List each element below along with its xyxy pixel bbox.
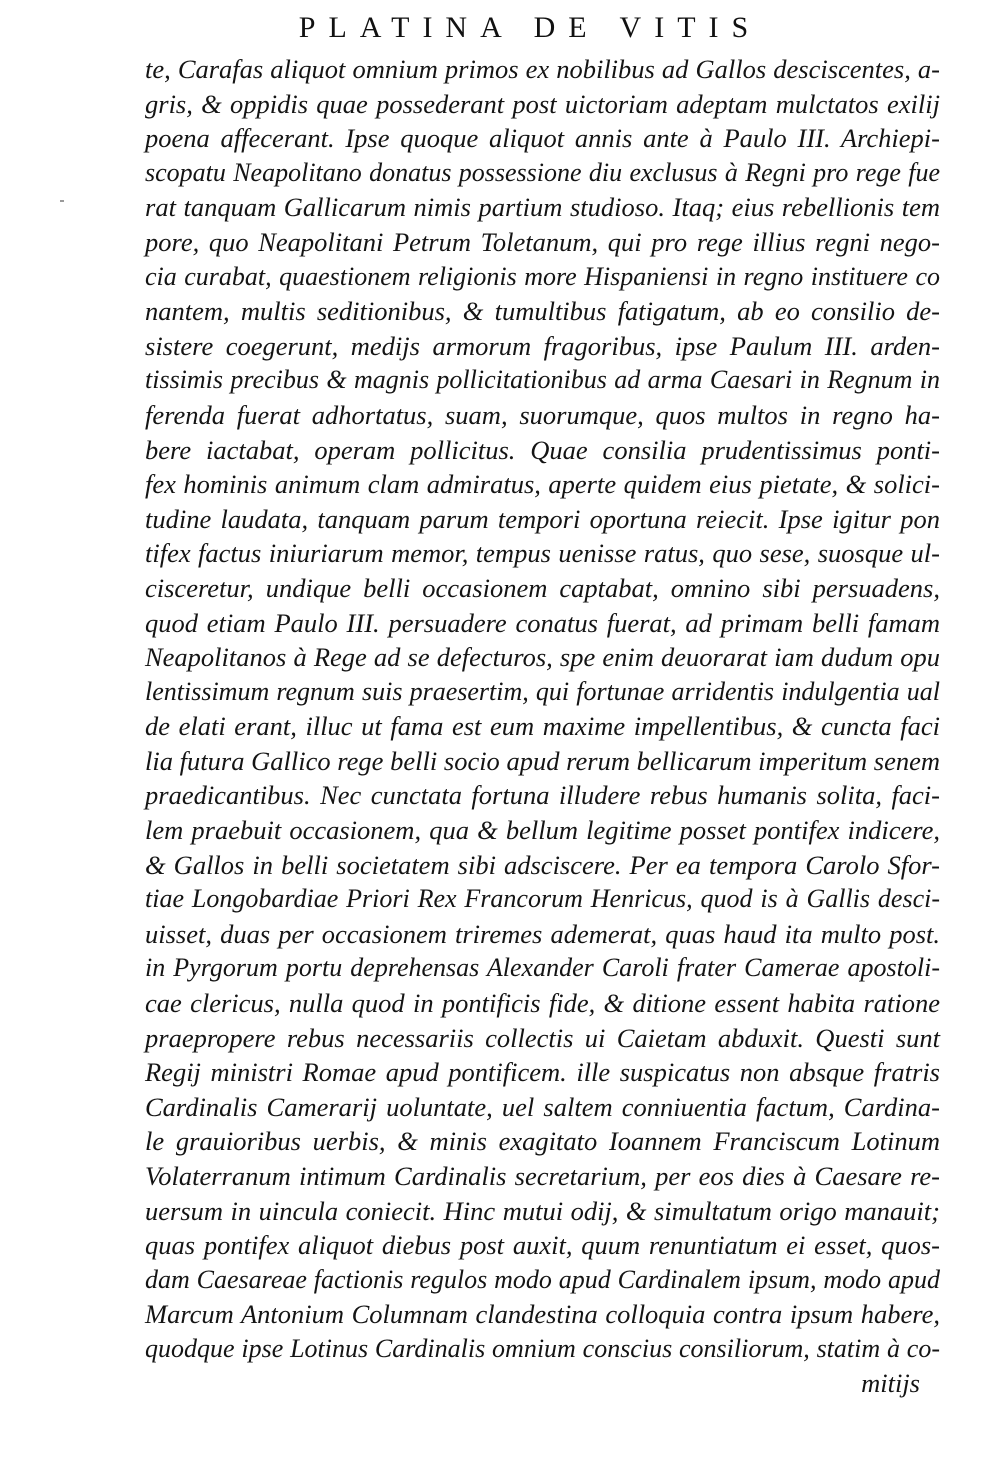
text-line: quodque ipse Lotinus Cardinalis omnium conscius consiliorum, statim à co- xyxy=(145,1333,940,1363)
text-line: tiae Longobardiae Priori Rex Francorum Henricus, quod is à Gallis desci- xyxy=(145,884,940,914)
text-line: praepropere rebus necessariis collectis ui Caietam abduxit. Questi sunt xyxy=(145,1022,940,1053)
text-line: tudine laudata, tanquam parum tempori oportuna reiecit. Ipse igitur pon xyxy=(145,503,940,534)
text-line: uersum in uincula coniecit. Hinc mutui odij, & simultatum origo manauit; xyxy=(145,1195,940,1226)
text-line: Marcum Antonium Columnam clandestina colloquia contra ipsum habere, xyxy=(145,1299,940,1330)
text-line: scopatu Neapolitano donatus possessione diu exclusus à Regni pro rege fue xyxy=(145,157,940,187)
margin-mark xyxy=(60,200,64,202)
text-line: uisset, duas per occasionem triremes ademerat, quas haud ita multo post. xyxy=(145,918,940,949)
text-line: in Pyrgorum portu deprehensas Alexander Caroli frater Camerae apostoli- xyxy=(145,953,940,983)
text-line: dam Caesareae factionis regulos modo apud Cardinalem ipsum, modo apud xyxy=(145,1264,940,1294)
text-line: de elati erant, illuc ut fama est eum maxime impellentibus, & cuncta faci xyxy=(145,711,940,742)
text-line: fex hominis animum clam admiratus, aperte quidem eius pietate, & solici- xyxy=(145,469,940,500)
text-line: le grauioribus uerbis, & minis exagitato Ioannem Franciscum Lotinum xyxy=(145,1126,940,1157)
text-line: tissimis precibus & magnis pollicitationibus ad arma Caesari in Regnum in xyxy=(145,365,940,395)
body-text xyxy=(145,52,940,1367)
text-line: lem praebuit occasionem, qua & bellum legitime posset pontifex indicere, xyxy=(145,815,940,846)
text-line: Regij ministri Romae apud pontificem. ille suspicatus non absque fratris xyxy=(145,1057,940,1088)
text-line: lia futura Gallico rege belli socio apud rerum bellicarum imperitum senem xyxy=(145,745,940,776)
text-line: quas pontifex aliquot diebus post auxit, quum renuntiatum ei esset, quos- xyxy=(145,1230,940,1261)
text-line: pore, quo Neapolitani Petrum Toletanum, qui pro rege illius regni nego- xyxy=(145,226,940,257)
catchword: mitijs xyxy=(861,1368,920,1398)
text-line: quod etiam Paulo III. persuadere conatus fuerat, ad primam belli famam xyxy=(145,607,940,638)
text-line: poena affecerant. Ipse quoque aliquot annis ante à Paulo III. Archiepi- xyxy=(145,123,940,154)
text-line: te, Carafas aliquot omnium primos ex nobilibus ad Gallos desciscentes, a- xyxy=(145,54,940,84)
text-line: tifex factus iniuriarum memor, tempus uenisse ratus, quo sese, suosque ul- xyxy=(145,538,940,569)
text-line: & Gallos in belli societatem sibi adsciscere. Per ea tempora Carolo Sfor- xyxy=(145,849,940,880)
text-line: cia curabat, quaestionem religionis more Hispaniensi in regno instituere co xyxy=(145,261,940,291)
text-line: Volaterranum intimum Cardinalis secretarium, per eos dies à Caesare re- xyxy=(145,1161,940,1191)
text-line: bere iactabat, operam pollicitus. Quae consilia prudentissimus ponti- xyxy=(145,434,940,465)
text-line: cisceretur, undique belli occasionem captabat, omnino sibi persuadens, xyxy=(145,572,940,603)
running-head: PLATINA DE VITIS xyxy=(298,11,762,44)
text-line: Cardinalis Camerarij uoluntate, uel saltem conniuentia factum, Cardina- xyxy=(145,1091,940,1122)
text-line: nantem, multis seditionibus, & tumultibus fatigatum, ab eo consilio de- xyxy=(145,296,940,327)
text-line: Neapolitanos à Rege ad se defecturos, spe enim deuorarat iam dudum opu xyxy=(145,642,940,673)
text-line: ferenda fuerat adhortatus, suam, suorumque, quos multos in regno ha- xyxy=(145,399,940,430)
text-line: praedicantibus. Nec cunctata fortuna illudere rebus humanis solita, faci- xyxy=(145,780,940,811)
text-line: sistere coegerunt, medijs armorum fragoribus, ipse Paulum III. arden- xyxy=(145,330,940,361)
text-line: gris, & oppidis quae possederant post uictoriam adeptam mulctatos exilij xyxy=(145,88,940,119)
text-line: lentissimum regnum suis praesertim, qui fortunae arridentis indulgentia ual xyxy=(145,676,940,706)
text-line: rat tanquam Gallicarum nimis partium studioso. Itaq; eius rebellionis tem xyxy=(145,192,940,223)
text-line: cae clericus, nulla quod in pontificis fide, & ditione essent habita ratione xyxy=(145,988,940,1019)
